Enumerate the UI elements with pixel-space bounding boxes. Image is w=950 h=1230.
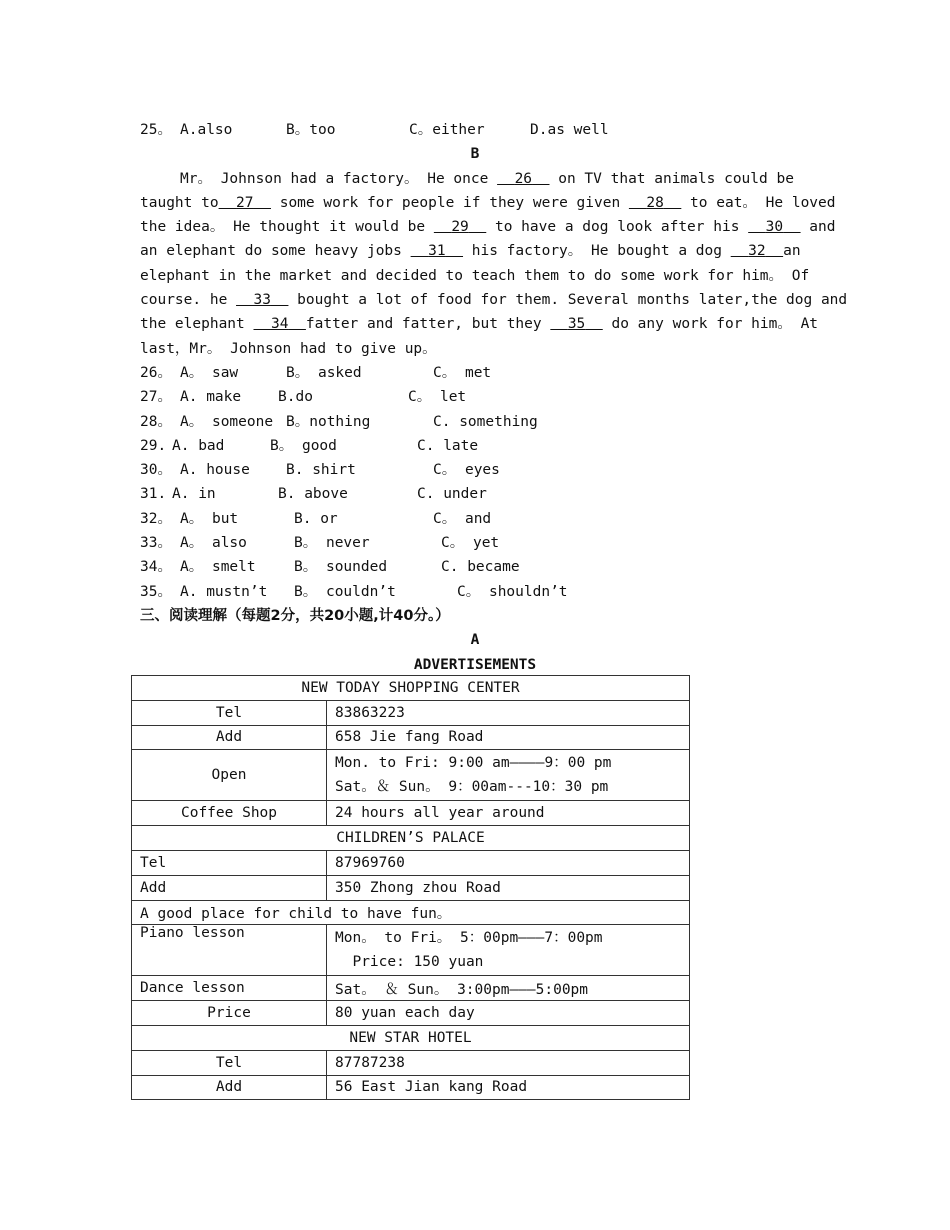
blank-32: 32 xyxy=(748,243,766,260)
piano-lesson: Mon。 to Fri。 5：00pm———7：00pm Price: 150 yuan xyxy=(327,925,690,976)
blank-33: 33 xyxy=(253,292,271,309)
table-row: Add 350 Zhong zhou Road xyxy=(132,875,690,900)
passage-line: course. he 33 bought a lot of food for them. Several months later,the dog and xyxy=(140,292,848,309)
table-row: Add 56 East Jian kang Road xyxy=(132,1075,690,1100)
palace-address: 350 Zhong zhou Road xyxy=(327,875,690,900)
dance-price: 80 yuan each day xyxy=(327,1001,690,1026)
hotel-address: 56 East Jian kang Road xyxy=(327,1075,690,1100)
shop-title: NEW TODAY SHOPPING CENTER xyxy=(132,676,690,701)
palace-title: CHILDREN’S PALACE xyxy=(132,826,690,851)
blank-27: 27 xyxy=(236,194,254,211)
table-row: Tel 87787238 xyxy=(132,1050,690,1075)
option-d: D.as well xyxy=(530,122,609,138)
table-row: Coffee Shop 24 hours all year around xyxy=(132,801,690,826)
table-row: Open Mon. to Fri: 9:00 am————9：00 pm Sat。＆ Sun。 9：00am---10：30 pm xyxy=(132,750,690,801)
passage-line: the idea。 He thought it would be 29 to have a dog look after his 30 and xyxy=(140,219,836,236)
advertisements-table xyxy=(131,675,690,1100)
palace-tel: 87969760 xyxy=(327,850,690,875)
cloze-passage xyxy=(140,167,848,361)
question-30: 30。 A. house B. shirt C。 eyes xyxy=(140,462,500,479)
question-list xyxy=(140,361,810,604)
hotel-tel: 87787238 xyxy=(327,1050,690,1075)
table-row: Dance lesson Sat。 ＆ Sun。 3:00pm———5:00pm xyxy=(132,976,690,1001)
table-row xyxy=(132,676,690,701)
question-34: 34。 A。 smelt B。 sounded C. became xyxy=(140,559,520,576)
table-row: Tel 83863223 xyxy=(132,700,690,725)
passage-line: elephant in the market and decided to teach them to do some work for him。 Of xyxy=(140,267,810,284)
blank-29: 29 xyxy=(451,219,469,236)
passage-line: last，Mr。 Johnson had to give up。 xyxy=(140,340,437,357)
passage-line: Mr。 Johnson had a factory。 He once 26 on TV that animals could be xyxy=(180,170,794,187)
table-row xyxy=(132,826,690,851)
question-26: 26。 A。 saw B。 asked C。 met xyxy=(140,364,492,381)
question-29: 29. A. bad B。 good C. late xyxy=(140,437,479,454)
shop-hours: Mon. to Fri: 9:00 am————9：00 pm Sat。＆ Sun。 9：00am---10：30 pm xyxy=(327,750,690,801)
shop-address: 658 Jie fang Road xyxy=(327,725,690,750)
shop-tel: 83863223 xyxy=(327,700,690,725)
hotel-title: NEW STAR HOTEL xyxy=(132,1025,690,1050)
table-row: Add 658 Jie fang Road xyxy=(132,725,690,750)
blank-26: 26 xyxy=(514,170,533,187)
question-32: 32。 A。 but B. or C。 and xyxy=(140,510,492,527)
blank-31: 31 xyxy=(428,243,446,260)
palace-note: A good place for child to have fun。 xyxy=(132,900,690,925)
table-row: Price 80 yuan each day xyxy=(132,1001,690,1026)
passage-line: an elephant do some heavy jobs 31 his factory。 He bought a dog 32 an xyxy=(140,243,801,260)
table-row: Tel 87969760 xyxy=(132,850,690,875)
section-3-heading: 三、阅读理解（每题2分，共20小题,计40分。） xyxy=(140,607,450,624)
table-row xyxy=(132,1025,690,1050)
dance-lesson: Sat。 ＆ Sun。 3:00pm———5:00pm xyxy=(327,976,690,1001)
passage-line: the elephant 34 fatter and fatter, but they 35 do any work for him。 At xyxy=(140,316,819,333)
coffee-hours: 24 hours all year around xyxy=(327,801,690,826)
passage-line: taught to 27 some work for people if they were given 28 to eat。 He loved xyxy=(140,194,836,211)
exam-page xyxy=(140,118,848,677)
option-a: A.also xyxy=(180,122,233,138)
question-25 xyxy=(140,118,810,142)
question-number: 25。 xyxy=(140,122,172,138)
question-33: 33。 A。 also B。 never C。 yet xyxy=(140,535,500,552)
table-row xyxy=(132,900,690,925)
blank-28: 28 xyxy=(646,194,664,211)
part-a-label: A xyxy=(470,632,480,649)
blank-34: 34 xyxy=(270,316,289,333)
option-c: C。either xyxy=(409,122,485,138)
blank-30: 30 xyxy=(765,219,784,236)
option-b: B。too xyxy=(286,122,336,138)
section-b-label: B xyxy=(470,146,480,163)
question-35: 35。 A. mustn’t B。 couldn’t C。 shouldn’t xyxy=(140,583,568,600)
question-28: 28。 A。 someone B。nothing C. something xyxy=(140,413,538,430)
advertisements-title: ADVERTISEMENTS xyxy=(413,656,537,673)
table-row: Piano lesson Mon。 to Fri。 5：00pm———7：00pm Price: 150 yuan xyxy=(132,925,690,976)
blank-35: 35 xyxy=(567,316,586,333)
question-31: 31. A. in B. above C. under xyxy=(140,486,487,503)
question-27: 27。 A. make B.do C。 let xyxy=(140,389,467,406)
